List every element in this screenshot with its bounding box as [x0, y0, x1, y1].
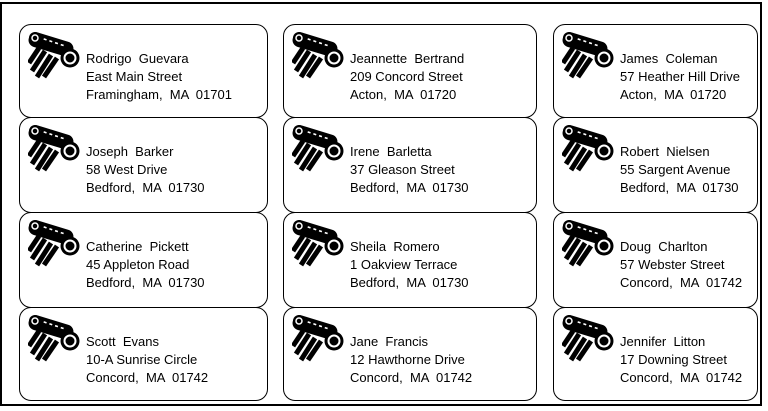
street-address: 58 West Drive [86, 162, 168, 177]
address-label [19, 24, 268, 118]
street-address: 45 Appleton Road [86, 257, 190, 272]
address-block [620, 333, 742, 387]
city-state-zip: Concord, MA 01742 [86, 370, 209, 385]
city-state-zip: Bedford, MA 01730 [350, 180, 469, 195]
address-label [19, 307, 268, 401]
recipient-name: Jeannette Bertrand [350, 51, 465, 66]
street-address: 57 Heather Hill Drive [620, 69, 740, 84]
address-label [283, 212, 537, 308]
recipient-name: Sheila Romero [350, 239, 440, 254]
address-block [86, 238, 205, 292]
address-label [283, 307, 537, 401]
column-clipart-icon [292, 218, 348, 267]
column-clipart-icon [292, 313, 348, 362]
column-clipart-icon [292, 30, 348, 79]
column-clipart-icon [292, 123, 348, 172]
address-block [86, 50, 232, 104]
city-state-zip: Concord, MA 01742 [620, 370, 743, 385]
city-state-zip: Acton, MA 01720 [620, 87, 727, 102]
address-block [350, 238, 469, 292]
city-state-zip: Framingham, MA 01701 [86, 87, 232, 102]
address-label [553, 24, 758, 118]
city-state-zip: Concord, MA 01742 [620, 275, 743, 290]
address-label [553, 212, 758, 308]
label-sheet [0, 2, 762, 406]
address-label [553, 117, 758, 213]
column-clipart-icon [562, 313, 618, 362]
city-state-zip: Bedford, MA 01730 [620, 180, 739, 195]
street-address: 57 Webster Street [620, 257, 725, 272]
address-label [283, 117, 537, 213]
street-address: 37 Gleason Street [350, 162, 455, 177]
recipient-name: Jennifer Litton [620, 334, 706, 349]
street-address: 17 Downing Street [620, 352, 727, 367]
street-address: 1 Oakview Terrace [350, 257, 458, 272]
recipient-name: Rodrigo Guevara [86, 51, 189, 66]
column-clipart-icon [28, 123, 84, 172]
street-address: 209 Concord Street [350, 69, 463, 84]
column-clipart-icon [28, 30, 84, 79]
address-block [86, 333, 208, 387]
recipient-name: James Coleman [620, 51, 718, 66]
recipient-name: Scott Evans [86, 334, 159, 349]
address-block [620, 143, 739, 197]
address-label [19, 212, 268, 308]
address-label [19, 117, 268, 213]
address-label [283, 24, 537, 118]
city-state-zip: Bedford, MA 01730 [86, 180, 205, 195]
column-clipart-icon [562, 123, 618, 172]
address-label [553, 307, 758, 401]
recipient-name: Jane Francis [350, 334, 429, 349]
address-block [86, 143, 205, 197]
city-state-zip: Concord, MA 01742 [350, 370, 473, 385]
recipient-name: Catherine Pickett [86, 239, 189, 254]
column-clipart-icon [562, 30, 618, 79]
street-address: 55 Sargent Avenue [620, 162, 731, 177]
address-block [620, 238, 742, 292]
city-state-zip: Acton, MA 01720 [350, 87, 457, 102]
street-address: 10-A Sunrise Circle [86, 352, 198, 367]
recipient-name: Robert Nielsen [620, 144, 710, 159]
recipient-name: Joseph Barker [86, 144, 174, 159]
recipient-name: Irene Barletta [350, 144, 432, 159]
city-state-zip: Bedford, MA 01730 [350, 275, 469, 290]
city-state-zip: Bedford, MA 01730 [86, 275, 205, 290]
column-clipart-icon [562, 218, 618, 267]
column-clipart-icon [28, 313, 84, 362]
column-clipart-icon [28, 218, 84, 267]
recipient-name: Doug Charlton [620, 239, 708, 254]
address-block [350, 143, 469, 197]
address-block [350, 333, 472, 387]
address-block [350, 50, 464, 104]
address-block [620, 50, 740, 104]
street-address: 12 Hawthorne Drive [350, 352, 465, 367]
street-address: East Main Street [86, 69, 183, 84]
